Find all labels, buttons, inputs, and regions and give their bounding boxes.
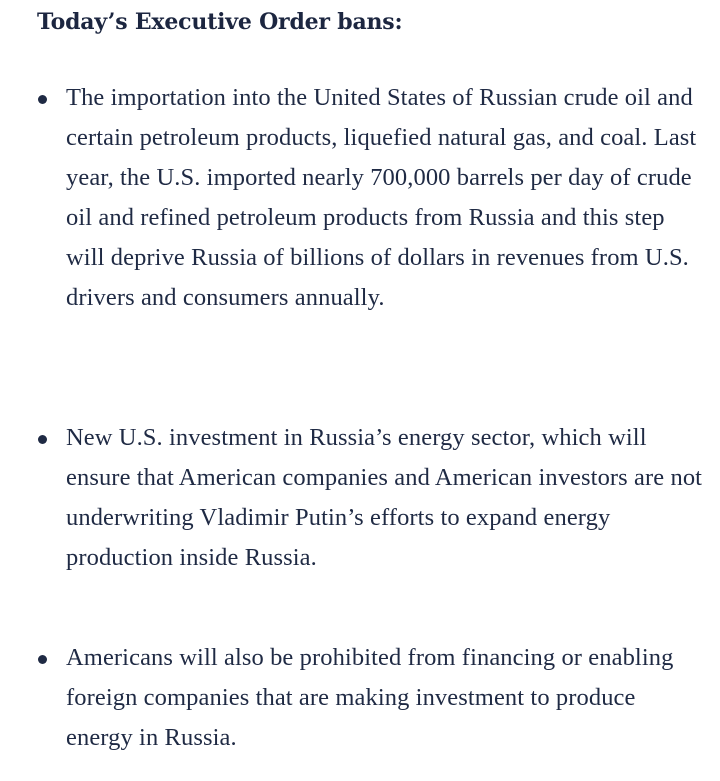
list-item-text: The importation into the United States of Russian crude oil and certain petroleum products, liquefied natural gas, and coal. Last year, the U.S. imported nearly 700,000 barrels per day of crude oil and refined petroleum products from Russia and this step will deprive Russia of billions of dollars in revenues from U.S. drivers and consumers annually.	[66, 84, 697, 311]
list-item-text: New U.S. investment in Russia’s energy sector, which will ensure that American companies and American investors are not underwriting Vladimir Putin’s efforts to expand energy production inside Russia.	[66, 424, 703, 571]
bullet-icon	[38, 655, 47, 664]
bullet-icon	[38, 95, 47, 104]
page-title: Today’s Executive Order bans:	[37, 9, 403, 35]
list-item-text: Americans will also be prohibited from financing or enabling foreign companies that are making investment to produce energy in Russia.	[66, 644, 674, 751]
bullet-icon	[38, 435, 47, 444]
